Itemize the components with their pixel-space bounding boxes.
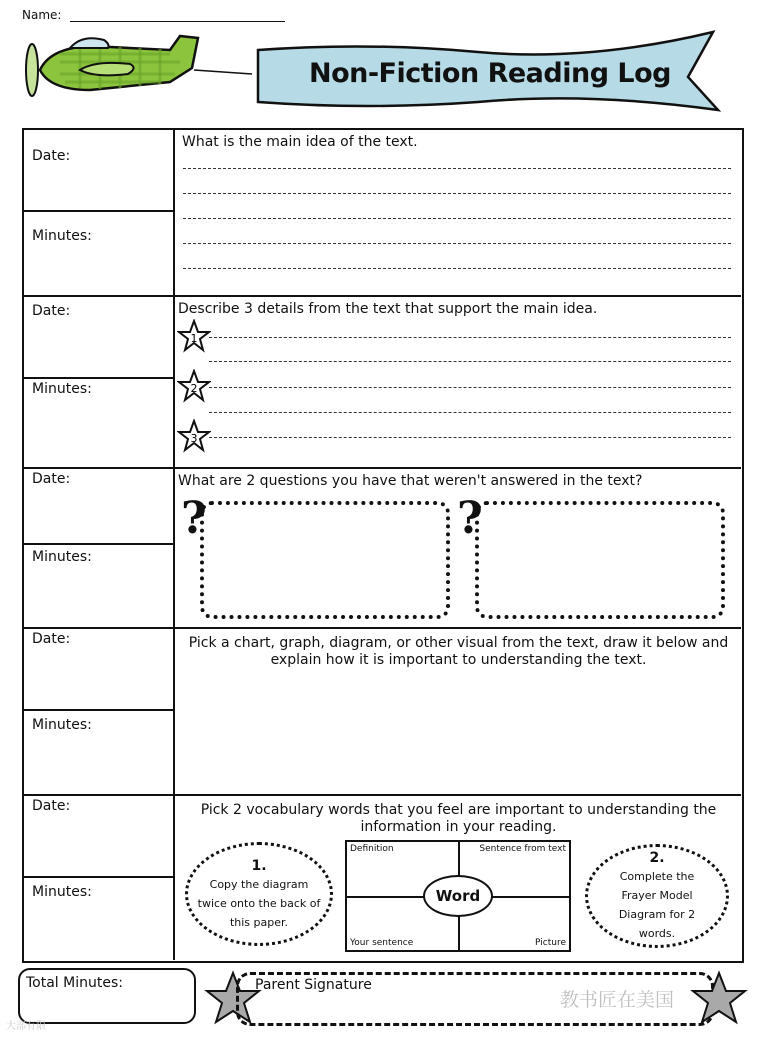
date-label: Date: [32, 303, 71, 319]
date-minutes-cell [24, 130, 175, 295]
date-minutes-cell [24, 297, 175, 467]
question-mark-icon: ? [181, 493, 207, 544]
answer-line[interactable] [209, 387, 731, 388]
prompt-text: Pick 2 vocabulary words that you feel are important to understanding the information in your reading. [200, 802, 717, 835]
prompt-text: Pick a chart, graph, diagram, or other visual from the text, draw it below and explain how it is important to understanding the text. [188, 635, 729, 668]
answer-line[interactable] [209, 337, 731, 338]
date-cell[interactable] [24, 796, 173, 878]
oval-number: 2. [649, 850, 665, 866]
date-cell[interactable] [24, 629, 173, 711]
log-row-main-idea [24, 130, 741, 297]
prompt-text: What is the main idea of the text. [182, 134, 418, 150]
star-right-icon [690, 970, 748, 1026]
date-minutes-cell [24, 796, 175, 960]
log-row-vocabulary [24, 796, 741, 960]
star-2-icon [177, 369, 211, 403]
answer-line[interactable] [209, 361, 731, 362]
total-minutes-label: Total Minutes: [26, 975, 123, 991]
oval-number: 1. [251, 857, 267, 874]
total-minutes-box[interactable] [18, 968, 196, 1024]
frayer-your-sentence-label: Your sentence [350, 938, 414, 948]
oval-text-line: Frayer Model [621, 889, 693, 902]
airplane-icon [20, 30, 260, 110]
minutes-cell[interactable] [24, 545, 173, 627]
date-cell[interactable] [24, 130, 173, 212]
oval-text-line: Complete the [619, 870, 695, 883]
star-1-number: 1 [190, 332, 198, 345]
answer-area[interactable] [175, 130, 741, 295]
oval-text-line: Copy the diagram [209, 877, 309, 891]
answer-line[interactable] [209, 437, 731, 438]
reading-log-table [22, 128, 744, 963]
answer-line[interactable] [183, 243, 731, 244]
minutes-label: Minutes: [32, 549, 92, 565]
watermark-small-text: 大部有限 [6, 1021, 46, 1032]
date-label: Date: [32, 148, 71, 164]
instruction-oval-left [185, 842, 333, 946]
log-row-questions [24, 469, 741, 629]
parent-signature-label: Parent Signature [255, 977, 372, 993]
date-label: Date: [32, 798, 71, 814]
answer-area[interactable] [175, 297, 741, 467]
answer-area [175, 469, 741, 627]
frayer-sentence-from-text-label: Sentence from text [479, 844, 566, 854]
question-mark-icon: ? [457, 493, 483, 544]
minutes-label: Minutes: [32, 717, 92, 733]
answer-line[interactable] [183, 268, 731, 269]
minutes-label: Minutes: [32, 228, 92, 244]
star-1-icon [177, 319, 211, 353]
page-title: Non-Fiction Reading Log [308, 58, 672, 89]
minutes-label: Minutes: [32, 884, 92, 900]
frayer-word-oval: Word [423, 875, 493, 917]
date-label: Date: [32, 631, 71, 647]
prompt-text: Describe 3 details from the text that support the main idea. [178, 301, 598, 317]
drawing-area[interactable] [175, 629, 741, 794]
log-row-visual [24, 629, 741, 796]
name-label: Name: [22, 8, 62, 22]
oval-text-line: Diagram for 2 [618, 908, 696, 921]
date-minutes-cell [24, 469, 175, 627]
star-3-number: 3 [190, 432, 198, 445]
answer-line[interactable] [209, 412, 731, 413]
answer-line[interactable] [183, 218, 731, 219]
date-cell[interactable] [24, 469, 173, 545]
log-row-details [24, 297, 741, 469]
minutes-cell[interactable] [24, 212, 173, 295]
question-2-box[interactable] [475, 501, 725, 619]
answer-area [175, 796, 741, 960]
answer-line[interactable] [183, 193, 731, 194]
prompt-text: What are 2 questions you have that weren't answered in the text? [178, 473, 643, 489]
date-minutes-cell [24, 629, 175, 794]
oval-text-line: twice onto the back of [197, 896, 321, 910]
watermark-text: 教书匠在美国 [560, 989, 675, 1011]
frayer-picture-label: Picture [535, 938, 566, 948]
frayer-model-diagram [345, 840, 571, 952]
minutes-label: Minutes: [32, 381, 92, 397]
question-1-box[interactable] [200, 501, 450, 619]
oval-text-line: words. [638, 927, 676, 940]
instruction-oval-right [585, 844, 729, 948]
date-cell[interactable] [24, 297, 173, 379]
star-3-icon [177, 419, 211, 453]
minutes-cell[interactable] [24, 379, 173, 467]
frayer-definition-label: Definition [350, 844, 394, 854]
minutes-cell[interactable] [24, 711, 173, 794]
oval-text-line: this paper. [229, 915, 289, 929]
star-2-number: 2 [190, 382, 198, 395]
answer-line[interactable] [183, 168, 731, 169]
minutes-cell[interactable] [24, 878, 173, 960]
date-label: Date: [32, 471, 71, 487]
